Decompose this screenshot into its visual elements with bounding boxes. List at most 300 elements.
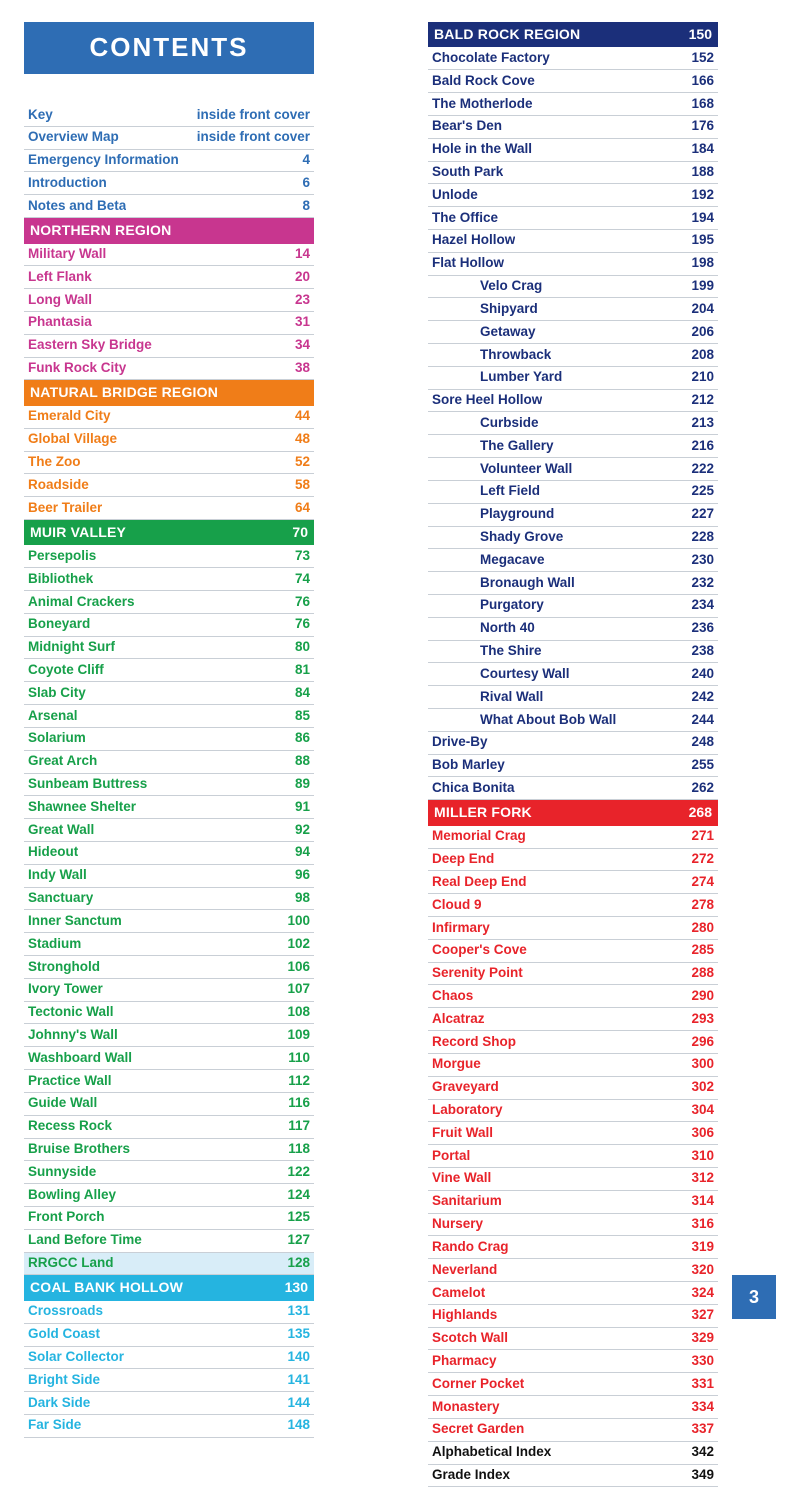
- toc-entry[interactable]: [24, 429, 314, 452]
- toc-entry-page: 262: [672, 779, 714, 797]
- toc-entry-label: Bright Side: [28, 1371, 100, 1389]
- toc-entry[interactable]: [24, 150, 314, 173]
- toc-entry-label: Purgatory: [480, 596, 544, 614]
- toc-entry-page: 140: [268, 1348, 310, 1366]
- toc-entry-label: Land Before Time: [28, 1231, 142, 1249]
- toc-entry-label: Arsenal: [28, 707, 78, 725]
- toc-entry[interactable]: [428, 1168, 718, 1191]
- toc-list-left: [24, 104, 314, 1438]
- toc-entry-label: Recess Rock: [28, 1117, 112, 1135]
- toc-entry[interactable]: [428, 367, 718, 390]
- toc-entry-label: Bruise Brothers: [28, 1140, 130, 1158]
- toc-entry-page: 152: [672, 49, 714, 67]
- toc-entry[interactable]: [428, 1442, 718, 1465]
- toc-entry-page: 342: [672, 1443, 714, 1461]
- toc-entry[interactable]: [24, 682, 314, 705]
- toc-entry-page: 135: [268, 1325, 310, 1343]
- toc-entry[interactable]: [428, 777, 718, 800]
- toc-entry-label: Ivory Tower: [28, 980, 103, 998]
- toc-entry[interactable]: [428, 1031, 718, 1054]
- toc-entry-label: Slab City: [28, 684, 86, 702]
- toc-entry[interactable]: [24, 751, 314, 774]
- toc-entry[interactable]: [428, 162, 718, 185]
- toc-entry-label: Secret Garden: [432, 1420, 524, 1438]
- toc-entry-label: Bibliothek: [28, 570, 93, 588]
- toc-entry[interactable]: [428, 917, 718, 940]
- toc-entry[interactable]: [24, 1301, 314, 1324]
- toc-entry-label: Notes and Beta: [28, 197, 126, 215]
- toc-entry-page: 6: [268, 174, 310, 192]
- toc-entry[interactable]: [428, 1008, 718, 1031]
- toc-region-banner[interactable]: [428, 800, 718, 825]
- toc-entry[interactable]: [428, 344, 718, 367]
- toc-entry[interactable]: [428, 755, 718, 778]
- toc-entry-page: 168: [672, 95, 714, 113]
- toc-entry[interactable]: [428, 207, 718, 230]
- toc-entry-label: Alcatraz: [432, 1010, 485, 1028]
- toc-entry-page: 31: [268, 313, 310, 331]
- toc-entry[interactable]: [24, 452, 314, 475]
- toc-entry-page: 74: [268, 570, 310, 588]
- toc-entry-label: Grade Index: [432, 1466, 510, 1484]
- toc-entry-page: 130: [266, 1278, 308, 1296]
- toc-entry[interactable]: [428, 390, 718, 413]
- toc-entry[interactable]: [428, 1328, 718, 1351]
- toc-entry[interactable]: [428, 458, 718, 481]
- page-number-badge: 3: [732, 1275, 776, 1319]
- toc-entry-page: 94: [268, 843, 310, 861]
- toc-entry[interactable]: [24, 1415, 314, 1438]
- toc-entry[interactable]: [24, 474, 314, 497]
- toc-entry-label: Bob Marley: [432, 756, 505, 774]
- toc-entry-page: 242: [672, 688, 714, 706]
- toc-entry-label: Military Wall: [28, 245, 106, 263]
- toc-entry-label: Alphabetical Index: [432, 1443, 551, 1461]
- toc-entry[interactable]: [428, 253, 718, 276]
- toc-entry[interactable]: [428, 985, 718, 1008]
- toc-entry[interactable]: [428, 709, 718, 732]
- toc-entry-page: 38: [268, 359, 310, 377]
- toc-entry-label: Shady Grove: [480, 528, 563, 546]
- toc-entry-label: Roadside: [28, 476, 89, 494]
- toc-entry[interactable]: [428, 1282, 718, 1305]
- toc-entry[interactable]: [24, 127, 314, 150]
- toc-entry[interactable]: [428, 1191, 718, 1214]
- toc-entry[interactable]: [24, 1230, 314, 1253]
- toc-entry[interactable]: [428, 849, 718, 872]
- toc-entry[interactable]: [24, 568, 314, 591]
- toc-entry-page: 73: [268, 547, 310, 565]
- toc-entry-page: 244: [672, 711, 714, 729]
- toc-entry[interactable]: [24, 172, 314, 195]
- toc-entry-page: 225: [672, 482, 714, 500]
- toc-entry[interactable]: [24, 1161, 314, 1184]
- toc-entry-label: Stronghold: [28, 958, 100, 976]
- toc-entry-label: Megacave: [480, 551, 545, 569]
- toc-entry-label: Nursery: [432, 1215, 483, 1233]
- toc-entry-page: 102: [268, 935, 310, 953]
- toc-entry-page: 290: [672, 987, 714, 1005]
- toc-entry[interactable]: [24, 497, 314, 520]
- toc-entry-page: 280: [672, 919, 714, 937]
- toc-entry-page: 319: [672, 1238, 714, 1256]
- toc-entry-label: Emergency Information: [28, 151, 179, 169]
- toc-entry-page: 285: [672, 941, 714, 959]
- toc-entry-page: 176: [672, 117, 714, 135]
- toc-entry-label: What About Bob Wall: [480, 711, 616, 729]
- toc-entry-page: 125: [268, 1208, 310, 1226]
- toc-entry-label: Hazel Hollow: [432, 231, 515, 249]
- toc-entry-label: Throwback: [480, 346, 551, 364]
- toc-entry-page: 278: [672, 896, 714, 914]
- toc-region-banner[interactable]: [24, 1275, 314, 1300]
- toc-entry-page: 234: [672, 596, 714, 614]
- toc-entry[interactable]: [24, 865, 314, 888]
- toc-entry-page: 199: [672, 277, 714, 295]
- toc-entry-page: 76: [268, 615, 310, 633]
- toc-entry-label: Shipyard: [480, 300, 538, 318]
- toc-entry-page: 127: [268, 1231, 310, 1249]
- toc-entry-label: Key: [28, 106, 53, 124]
- toc-entry[interactable]: [24, 1024, 314, 1047]
- toc-entry-page: 122: [268, 1163, 310, 1181]
- toc-entry[interactable]: [24, 910, 314, 933]
- toc-entry[interactable]: [24, 1207, 314, 1230]
- toc-entry-page: 198: [672, 254, 714, 272]
- toc-entry-page: 107: [268, 980, 310, 998]
- toc-entry-page: 86: [268, 729, 310, 747]
- toc-entry[interactable]: [428, 276, 718, 299]
- toc-entry-label: Flat Hollow: [432, 254, 504, 272]
- toc-entry-page: 302: [672, 1078, 714, 1096]
- toc-entry-page: 274: [672, 873, 714, 891]
- toc-entry-page: 216: [672, 437, 714, 455]
- toc-entry-label: Long Wall: [28, 291, 92, 309]
- toc-entry[interactable]: [24, 933, 314, 956]
- toc-entry[interactable]: [24, 819, 314, 842]
- toc-entry-page: 304: [672, 1101, 714, 1119]
- toc-entry-page: 48: [268, 430, 310, 448]
- toc-entry-label: Practice Wall: [28, 1072, 112, 1090]
- toc-entry[interactable]: [428, 1145, 718, 1168]
- toc-entry-page: 288: [672, 964, 714, 982]
- toc-entry[interactable]: [428, 963, 718, 986]
- toc-entry[interactable]: [428, 184, 718, 207]
- toc-entry-label: Corner Pocket: [432, 1375, 524, 1393]
- toc-entry-label: Coyote Cliff: [28, 661, 104, 679]
- toc-entry-label: Gold Coast: [28, 1325, 100, 1343]
- toc-entry-page: 150: [670, 25, 712, 43]
- toc-entry-label: Solarium: [28, 729, 86, 747]
- toc-entry-page: 334: [672, 1398, 714, 1416]
- toc-entry-page: 8: [268, 197, 310, 215]
- toc-entry-label: Bald Rock Cove: [432, 72, 535, 90]
- toc-entry[interactable]: [24, 1116, 314, 1139]
- toc-entry-label: Neverland: [432, 1261, 497, 1279]
- toc-entry-label: Overview Map: [28, 128, 119, 146]
- toc-entry-page: 106: [268, 958, 310, 976]
- toc-entry[interactable]: [428, 549, 718, 572]
- toc-entry[interactable]: [24, 335, 314, 358]
- toc-entry[interactable]: [24, 1253, 314, 1276]
- toc-entry[interactable]: [24, 1369, 314, 1392]
- toc-entry[interactable]: [24, 358, 314, 381]
- toc-entry-label: Volunteer Wall: [480, 460, 572, 478]
- toc-entry-page: 255: [672, 756, 714, 774]
- toc-entry-page: 4: [268, 151, 310, 169]
- toc-entry-page: 296: [672, 1033, 714, 1051]
- toc-entry[interactable]: [428, 412, 718, 435]
- toc-entry-page: 44: [268, 407, 310, 425]
- toc-entry[interactable]: [428, 1077, 718, 1100]
- toc-entry[interactable]: [24, 774, 314, 797]
- toc-entry-page: 306: [672, 1124, 714, 1142]
- toc-entry-page: 98: [268, 889, 310, 907]
- toc-entry-label: South Park: [432, 163, 503, 181]
- toc-entry[interactable]: [428, 595, 718, 618]
- toc-entry[interactable]: [24, 659, 314, 682]
- toc-entry-page: 112: [268, 1072, 310, 1090]
- toc-entry-label: Sunbeam Buttress: [28, 775, 147, 793]
- toc-entry[interactable]: [428, 1373, 718, 1396]
- toc-entry-page: 192: [672, 186, 714, 204]
- toc-entry-label: The Office: [432, 209, 498, 227]
- toc-entry[interactable]: [24, 614, 314, 637]
- toc-entry[interactable]: [428, 663, 718, 686]
- toc-entry[interactable]: [24, 979, 314, 1002]
- toc-entry[interactable]: [428, 230, 718, 253]
- toc-entry-page: 240: [672, 665, 714, 683]
- toc-entry-label: NATURAL BRIDGE REGION: [30, 383, 218, 401]
- toc-entry-label: Record Shop: [432, 1033, 516, 1051]
- toc-entry-label: Lumber Yard: [480, 368, 562, 386]
- toc-entry-page: 320: [672, 1261, 714, 1279]
- toc-entry[interactable]: [24, 637, 314, 660]
- toc-entry-label: Johnny's Wall: [28, 1026, 118, 1044]
- toc-entry[interactable]: [428, 732, 718, 755]
- toc-entry-page: 144: [268, 1394, 310, 1412]
- toc-entry-label: Bowling Alley: [28, 1186, 116, 1204]
- toc-entry-page: 271: [672, 827, 714, 845]
- toc-entry[interactable]: [428, 686, 718, 709]
- toc-entry[interactable]: [428, 826, 718, 849]
- toc-entry-label: Portal: [432, 1147, 470, 1165]
- toc-entry-page: 195: [672, 231, 714, 249]
- toc-entry-page: 96: [268, 866, 310, 884]
- toc-entry-label: Sanctuary: [28, 889, 93, 907]
- toc-entry-label: Washboard Wall: [28, 1049, 132, 1067]
- toc-entry-page: 330: [672, 1352, 714, 1370]
- toc-entry[interactable]: [24, 842, 314, 865]
- toc-entry[interactable]: [24, 1070, 314, 1093]
- toc-entry[interactable]: [428, 572, 718, 595]
- toc-entry[interactable]: [428, 1214, 718, 1237]
- toc-entry-page: 213: [672, 414, 714, 432]
- toc-entry-page: 118: [268, 1140, 310, 1158]
- toc-entry-page: 188: [672, 163, 714, 181]
- toc-entry-label: Laboratory: [432, 1101, 503, 1119]
- toc-entry[interactable]: [428, 871, 718, 894]
- toc-entry[interactable]: [428, 47, 718, 70]
- toc-entry[interactable]: [428, 321, 718, 344]
- toc-entry-label: Cloud 9: [432, 896, 482, 914]
- toc-entry[interactable]: [24, 888, 314, 911]
- toc-entry[interactable]: [24, 312, 314, 335]
- toc-entry-page: 329: [672, 1329, 714, 1347]
- toc-entry[interactable]: [24, 591, 314, 614]
- toc-entry[interactable]: [24, 266, 314, 289]
- toc-entry[interactable]: [428, 1305, 718, 1328]
- toc-entry[interactable]: [24, 1347, 314, 1370]
- toc-entry[interactable]: [24, 728, 314, 751]
- toc-entry-label: NORTHERN REGION: [30, 221, 171, 239]
- toc-entry[interactable]: [24, 1324, 314, 1347]
- toc-entry[interactable]: [24, 406, 314, 429]
- toc-entry-label: Crossroads: [28, 1302, 103, 1320]
- toc-entry-label: Sore Heel Hollow: [432, 391, 542, 409]
- toc-entry[interactable]: [24, 1139, 314, 1162]
- toc-entry-label: BALD ROCK REGION: [434, 25, 580, 43]
- toc-entry-label: Serenity Point: [432, 964, 523, 982]
- toc-entry-page: 64: [268, 499, 310, 517]
- toc-entry-page: 88: [268, 752, 310, 770]
- toc-entry[interactable]: [428, 527, 718, 550]
- toc-entry-page: 312: [672, 1169, 714, 1187]
- toc-entry[interactable]: [428, 940, 718, 963]
- toc-entry-page: 236: [672, 619, 714, 637]
- toc-entry[interactable]: [428, 504, 718, 527]
- toc-entry-label: The Motherlode: [432, 95, 533, 113]
- toc-entry[interactable]: [24, 195, 314, 218]
- toc-entry-page: 293: [672, 1010, 714, 1028]
- toc-region-banner[interactable]: [24, 520, 314, 545]
- toc-entry-label: Shawnee Shelter: [28, 798, 136, 816]
- toc-entry-page: 34: [268, 336, 310, 354]
- toc-entry-label: Guide Wall: [28, 1094, 97, 1112]
- toc-entry[interactable]: [428, 435, 718, 458]
- toc-entry[interactable]: [428, 894, 718, 917]
- toc-entry-label: Fruit Wall: [432, 1124, 493, 1142]
- toc-entry-label: Global Village: [28, 430, 117, 448]
- toc-entry-page: 91: [268, 798, 310, 816]
- toc-entry-label: Midnight Surf: [28, 638, 115, 656]
- toc-entry[interactable]: [428, 1419, 718, 1442]
- toc-entry[interactable]: [428, 1054, 718, 1077]
- toc-entry-page: 248: [672, 733, 714, 751]
- toc-entry-label: Eastern Sky Bridge: [28, 336, 152, 354]
- toc-entry[interactable]: [24, 289, 314, 312]
- toc-entry-label: Far Side: [28, 1416, 81, 1434]
- toc-entry-page: inside front cover: [189, 106, 310, 124]
- toc-entry-label: Phantasia: [28, 313, 92, 331]
- toc-entry[interactable]: [24, 1392, 314, 1415]
- toc-entry-label: Highlands: [432, 1306, 497, 1324]
- toc-entry[interactable]: [428, 139, 718, 162]
- toc-entry-label: MUIR VALLEY: [30, 523, 126, 541]
- toc-entry-label: Boneyard: [28, 615, 90, 633]
- toc-region-banner[interactable]: [24, 218, 314, 243]
- toc-entry[interactable]: [428, 1350, 718, 1373]
- toc-entry-label: Scotch Wall: [432, 1329, 508, 1347]
- toc-entry-page: 272: [672, 850, 714, 868]
- toc-entry-label: Drive-By: [432, 733, 488, 751]
- toc-entry[interactable]: [24, 1093, 314, 1116]
- toc-entry-label: MILLER FORK: [434, 803, 532, 821]
- toc-entry-page: 109: [268, 1026, 310, 1044]
- toc-entry-page: 80: [268, 638, 310, 656]
- toc-entry[interactable]: [428, 481, 718, 504]
- toc-entry[interactable]: [428, 641, 718, 664]
- toc-entry-page: 314: [672, 1192, 714, 1210]
- toc-entry-page: 110: [268, 1049, 310, 1067]
- toc-entry-label: Hole in the Wall: [432, 140, 532, 158]
- toc-region-banner[interactable]: [24, 380, 314, 405]
- toc-entry[interactable]: [24, 244, 314, 267]
- toc-entry[interactable]: [24, 956, 314, 979]
- toc-entry[interactable]: [428, 70, 718, 93]
- toc-entry[interactable]: [428, 618, 718, 641]
- toc-entry[interactable]: [428, 1259, 718, 1282]
- toc-entry-label: Monastery: [432, 1398, 500, 1416]
- toc-entry[interactable]: [428, 1465, 718, 1487]
- toc-entry-page: 166: [672, 72, 714, 90]
- toc-entry-page: 116: [268, 1094, 310, 1112]
- toc-entry-page: 108: [268, 1003, 310, 1021]
- toc-entry[interactable]: [428, 1122, 718, 1145]
- toc-entry[interactable]: [428, 298, 718, 321]
- toc-entry-label: Courtesy Wall: [480, 665, 570, 683]
- toc-entry-page: 23: [268, 291, 310, 309]
- toc-entry[interactable]: [24, 705, 314, 728]
- toc-right-column: [428, 22, 718, 1487]
- toc-list-right: [428, 22, 718, 1487]
- toc-entry[interactable]: [428, 93, 718, 116]
- toc-entry-page: 208: [672, 346, 714, 364]
- toc-entry[interactable]: [24, 104, 314, 127]
- toc-entry-label: Vine Wall: [432, 1169, 491, 1187]
- toc-entry-label: Dark Side: [28, 1394, 90, 1412]
- toc-entry-page: 52: [268, 453, 310, 471]
- toc-entry-label: Curbside: [480, 414, 539, 432]
- toc-entry[interactable]: [428, 1236, 718, 1259]
- toc-entry-label: Animal Crackers: [28, 593, 135, 611]
- toc-entry-page: 331: [672, 1375, 714, 1393]
- toc-entry-page: 81: [268, 661, 310, 679]
- toc-entry-page: 141: [268, 1371, 310, 1389]
- toc-entry-page: 210: [672, 368, 714, 386]
- toc-entry[interactable]: [24, 1002, 314, 1025]
- toc-entry-page: 89: [268, 775, 310, 793]
- toc-entry[interactable]: [428, 116, 718, 139]
- toc-entry[interactable]: [24, 545, 314, 568]
- toc-entry-page: 148: [268, 1416, 310, 1434]
- toc-entry-label: Real Deep End: [432, 873, 527, 891]
- toc-entry-label: RRGCC Land: [28, 1254, 114, 1272]
- toc-entry-label: Hideout: [28, 843, 78, 861]
- toc-entry[interactable]: [428, 1100, 718, 1123]
- toc-entry[interactable]: [24, 1184, 314, 1207]
- toc-entry-label: Chica Bonita: [432, 779, 515, 797]
- toc-entry-label: Chocolate Factory: [432, 49, 550, 67]
- toc-entry-label: Inner Sanctum: [28, 912, 122, 930]
- toc-entry[interactable]: [24, 796, 314, 819]
- toc-entry-page: 20: [268, 268, 310, 286]
- toc-entry[interactable]: [24, 1047, 314, 1070]
- toc-entry-label: Rando Crag: [432, 1238, 509, 1256]
- toc-region-banner[interactable]: [428, 22, 718, 47]
- toc-entry-label: Memorial Crag: [432, 827, 526, 845]
- toc-entry[interactable]: [428, 1396, 718, 1419]
